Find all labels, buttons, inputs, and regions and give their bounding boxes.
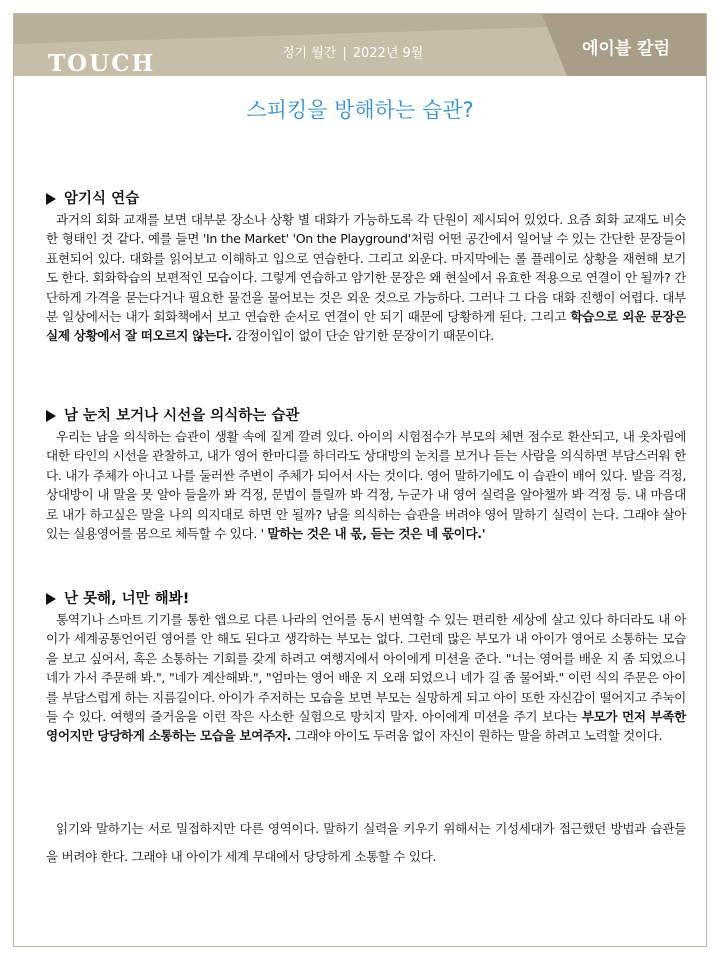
play-triangle-icon: [46, 193, 56, 205]
play-triangle-icon: [46, 593, 56, 605]
section-body: [46, 427, 686, 543]
body-text: 통역기나 스마트 기기를 통한 앱으로 다른 나라의 언어를 동시 번역할 수 있는 편리한 세상에 살고 있다 하더라도 내 아이가 세계공통언어린 영어를 안 해도 된다고 생각하는 부모는 없다. 그런데 많은 부모가 내 아이가 영어로 소통하는 모습을 보고 싶어서, 혹은 소통하는 기회를 갖게 하려고 여행지에서 아이에게 미션을 준다. "너는 영어를 배운 지 좀 되었으니 네가 가서 주문해 봐.", "네가 계산해봐.", "엄마는 영어 배운 지 오래 되었으니 네가 길 좀 물어봐." 이런 식의 주문은 아이를 부담스럽게 하는 지름길이다. 아이가 주저하는 모습을 보면 부모는 실망하게 되고 아이 또한 자신감이 떨어지고 주눅이 들 수 있다. 여행의 즐거움을 이런 작은 사소한 실험으로 망치지 말자. 아이에게 미션을 주기 보다는: [46, 612, 686, 725]
body-text: 그래야 아이도 두려움 없이 자신이 원하는 말을 하려고 노력할 것이다.: [291, 728, 663, 744]
section-body: [46, 610, 686, 746]
section-heading: [46, 188, 686, 210]
play-triangle-icon: [46, 410, 56, 422]
section-self-consciousness: [46, 405, 686, 543]
section-heading: [46, 405, 686, 427]
issue-type: 정기 월간: [282, 46, 337, 61]
body-text: 우리는 남을 의식하는 습관이 생활 속에 짙게 깔려 있다. 아이의 시험점수가 부모의 체면 점수로 환산되고, 내 옷차림에 대한 타인의 시선을 관찰하고, 내가 영어 한마디를 하더라도 상대방의 눈치를 보거나 듣는 사람을 의식하면 부담스러워 한다. 내가 주체가 아니고 나를 둘러싼 주변이 주체가 되어서 사는 것이다. 영어 말하기에도 이 습관이 배어 있다. 발음 걱정, 상대방이 내 말을 못 알아 들을까 봐 걱정, 문법이 틀릴까 봐 걱정, 누군가 내 영어 실력을 알아챌까 봐 걱정 등. 내 마음대로 내가 하고싶은 말을 나의 의지대로 하면 안 될까? 남을 의식하는 습관을 버려야 영어 말하기 실력이 는다. 그래야 살아있는 실용영어를 몸으로 체득할 수 있다. ': [46, 429, 686, 542]
body-emphasis: 말하는 것은 내 몫, 듣는 것은 네 몫이다.': [267, 526, 486, 542]
section-heading-text: 난 못해, 너만 해봐!: [64, 591, 190, 607]
column-name: 에이블 칼럼: [582, 39, 671, 59]
publication-logo: TOUCH: [48, 50, 156, 76]
body-text: 감정이입이 없이 단순 암기한 문장이기 때문이다.: [232, 328, 494, 344]
body-text: 과거의 회화 교재를 보면 대부분 장소나 상황 별 대화가 가능하도록 각 단원이 제시되어 있었다. 요즘 회화 교재도 비슷한 형태인 것 같다. 예를 들면 'In the Market' 'On the Playground'처럼 어떤 공간에서 일어날 수 있는 간단한 문장들이 표현되어 있다. 대화를 읽어보고 이해하고 입으로 연습한다. 그리고 외운다. 마지막에는 롤 플레이로 상황을 재현해 보기도 한다. 회화학습의 보편적인 모습이다. 그렇게 연습하고 암기한 문장은 왜 현실에서 유효한 적용으로 연결이 안 될까? 간단하게 가격을 묻는다거나 필요한 물건을 물어보는 것은 외운 것으로 가능하다. 그러나 그 다음 대화 진행이 어렵다. 대부분 일상에서는 내가 회화책에서 보고 연습한 순서로 연결이 안 되기 때문에 당황하게 된다. 그리고: [46, 212, 686, 325]
issue-info: [282, 47, 423, 60]
closing-paragraph: 읽기와 말하기는 서로 밀접하지만 다른 영역이다. 말하기 실력을 키우기 위해서는 기성세대가 접근했던 방법과 습관들을 버려야 한다. 그래야 내 아이가 세계 무대에서 당당하게 소통할 수 있다.: [46, 821, 686, 864]
section-heading-text: 남 눈치 보거나 시선을 의식하는 습관: [64, 408, 300, 424]
issue-date: 2022년 9월: [352, 46, 424, 61]
section-heading-text: 암기식 연습: [64, 191, 140, 207]
body-emphasis: 학습으로 외운 문장은 실제 상황에서 잘 떠오르지 않는다.: [46, 309, 686, 344]
section-body: [46, 210, 686, 346]
issue-separator: |: [342, 46, 347, 61]
section-you-try: [46, 588, 686, 746]
section-memorization: [46, 188, 686, 346]
section-heading: [46, 588, 686, 610]
article-title: 스피킹을 방해하는 습관?: [246, 98, 474, 122]
page-header: [14, 14, 706, 76]
body-emphasis: 부모가 먼저 부족한 영어지만 당당하게 소통하는 모습을 보여주자.: [46, 709, 687, 744]
